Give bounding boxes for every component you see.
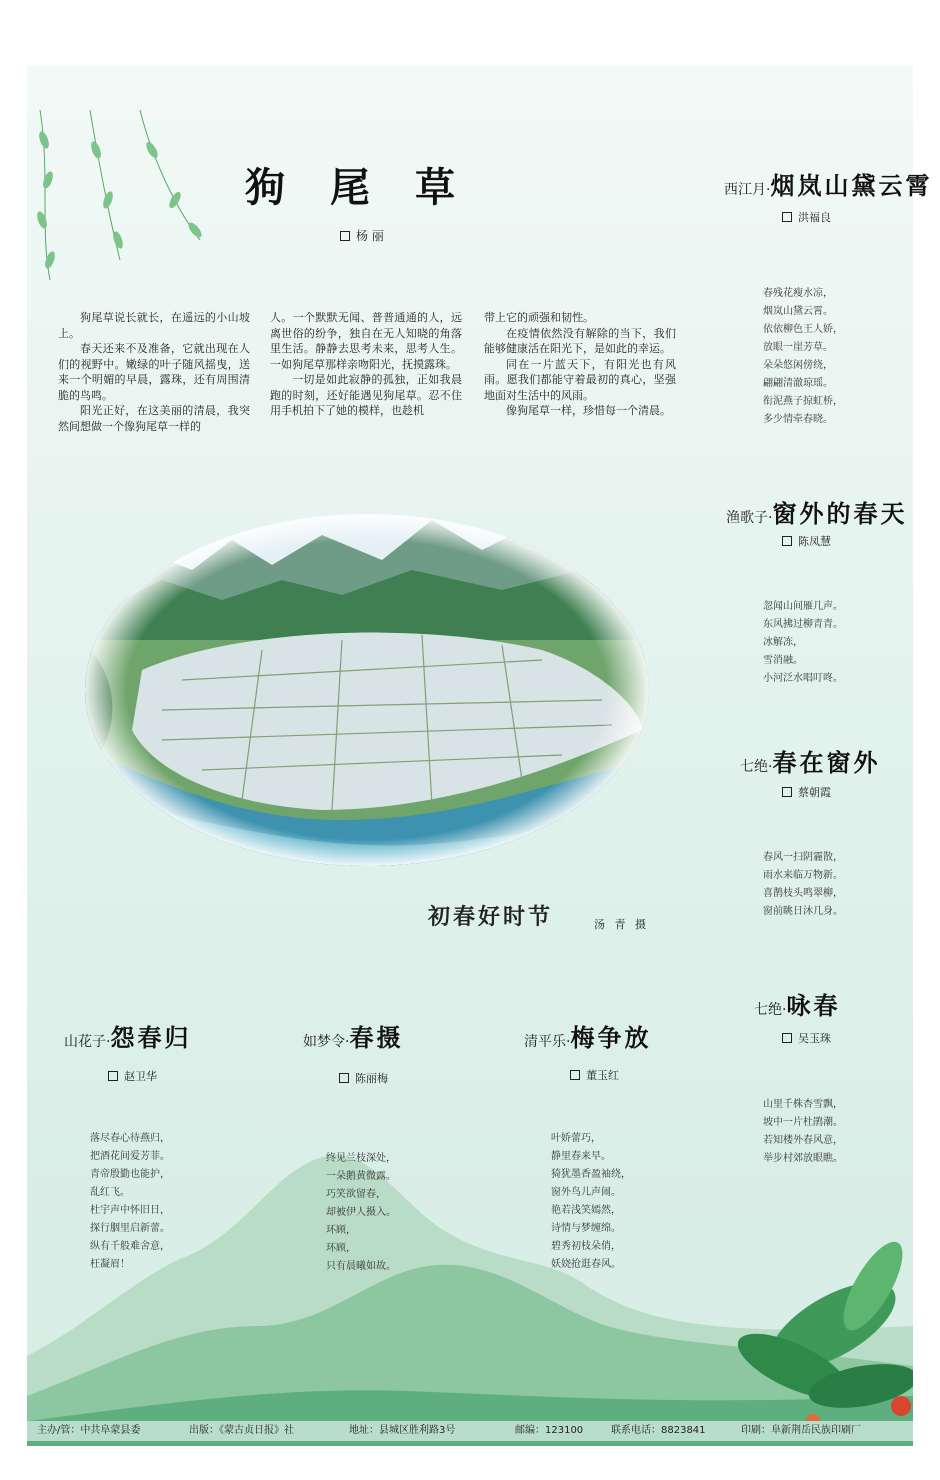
footer-address: 地址：县城区胜利路3号: [349, 1425, 456, 1436]
poem-lines: [551, 1130, 631, 1274]
poem-lines: [763, 598, 843, 688]
footer-bar: [27, 1421, 913, 1441]
poem-line: 艳若浅笑嫣然，: [551, 1205, 621, 1216]
poem-name: 窗外的春天: [772, 499, 908, 528]
poem-line: 诗情与梦缠绵。: [551, 1223, 621, 1234]
poem-name: 春在窗外: [772, 748, 881, 777]
paragraph: 人。一个默默无闻、普普通通的人，远离世俗的纷争，独自在无人知晓的角落里生活。静静去思考未来，思考人生。一如狗尾草那样亲吻阳光，抚摸露珠。: [270, 311, 462, 371]
poem-lines: [326, 1150, 396, 1276]
poem-line: 乱红飞。: [90, 1187, 130, 1198]
poem-author-name: 蔡朝霞: [798, 786, 831, 799]
poem-line: 却被伊人摄入。: [326, 1207, 396, 1218]
poem-author: [782, 784, 831, 800]
author-box-icon: [108, 1071, 118, 1081]
poem-line: 把酒花间爱芳菲。: [90, 1151, 170, 1162]
footer-publisher: 出版：《蒙古贞日报》社: [189, 1425, 294, 1436]
poem-line: 春残花瘦水凉，: [763, 288, 833, 299]
poem-author-name: 陈凤慧: [798, 535, 831, 548]
article-author-name: 杨 丽: [356, 229, 384, 243]
poem-name: 春摄: [349, 1023, 404, 1052]
paragraph: 春天还来不及准备，它就出现在人们的视野中。嫩绿的叶子随风摇曳，送来一个明媚的早晨，露珠，还有周围清脆的鸟鸣。: [58, 342, 250, 402]
foliage-illustration: [713, 1206, 913, 1436]
poem-title: [724, 166, 932, 201]
poem-form: 清平乐·: [524, 1034, 571, 1050]
poem-line: 东风拂过柳青青。: [763, 619, 843, 630]
footer-phone: 联系电话：8823841: [611, 1425, 706, 1436]
poem-title: [303, 1018, 403, 1053]
poem-author: [782, 533, 831, 549]
poem-line: 枉凝眉！: [90, 1259, 130, 1270]
poem-title: [740, 743, 880, 778]
poem-line: 一朵鹅黄微露。: [326, 1171, 396, 1182]
paragraph: 一切是如此寂静的孤独，正如我晨跑的时刻，还好能遇见狗尾草。忍不住用手机拍下了她的模样，也趁机: [270, 373, 462, 417]
paragraph: 同在一片蓝天下，有阳光也有风雨。愿我们都能守着最初的真心，坚强地面对生活中的风雨。: [484, 357, 676, 402]
poem-line: 叶娇蕾巧，: [551, 1133, 601, 1144]
poem-line: 春风一扫阴霾散，: [763, 852, 843, 863]
poem-line: 碧秀初枝朵俏，: [551, 1241, 621, 1252]
paragraph: 像狗尾草一样，珍惜每一个清晨。: [506, 404, 671, 417]
landscape-photo: [82, 510, 652, 870]
article-author: [340, 227, 384, 244]
poem-line: 山里千株杏雪飘，: [763, 1099, 843, 1110]
poem-line: 窗外鸟儿声闹。: [551, 1187, 621, 1198]
author-box-icon: [340, 231, 350, 241]
footer-postcode: 邮编：123100: [515, 1425, 584, 1436]
poem-title: [524, 1018, 651, 1053]
poem-lines: [763, 1096, 843, 1168]
poem-line: 猗犹墨香盈袖绕，: [551, 1169, 631, 1180]
author-box-icon: [782, 1033, 792, 1043]
footer-printer: 印刷：阜新荆岳民族印刷厂: [741, 1425, 861, 1436]
poem-author-name: 董玉红: [586, 1069, 619, 1082]
poem-line: 喜鹊枝头鸣翠柳，: [763, 888, 843, 899]
author-box-icon: [339, 1073, 349, 1083]
poem-line: 翩翩清澈琼瑶。: [763, 378, 833, 389]
author-box-icon: [782, 536, 792, 546]
paragraph: 阳光正好，在这美丽的清晨，我突然间想做一个像狗尾草一样的: [58, 404, 250, 433]
poem-line: 落尽春心待燕归，: [90, 1133, 170, 1144]
article-title: 狗尾草: [245, 164, 500, 211]
poem-author: [339, 1070, 388, 1086]
poem-line: 多少情牵春晓。: [763, 414, 833, 425]
poem-line: 终见兰枝深处，: [326, 1153, 396, 1164]
poem-line: 依依柳色王人娇，: [763, 324, 843, 335]
article-column-1: [58, 310, 250, 434]
poem-line: 小河泛水唱叮咚。: [763, 673, 843, 684]
poem-line: 朵朵悠闲傍绕，: [763, 360, 833, 371]
poem-line: 衔泥燕子掠虹桥，: [763, 396, 843, 407]
author-box-icon: [782, 787, 792, 797]
poem-form: 渔歌子·: [726, 510, 773, 526]
poem-form: 山花子·: [64, 1034, 111, 1050]
paragraph: 带上它的顽强和韧性。: [484, 311, 594, 324]
article-column-2: [270, 310, 462, 419]
footer-sponsor: 主办/管：中共阜蒙县委: [37, 1425, 141, 1436]
poem-form: 西江月·: [724, 182, 771, 198]
author-box-icon: [570, 1070, 580, 1080]
poem-author: [782, 1030, 831, 1046]
author-box-icon: [782, 212, 792, 222]
poem-title: [726, 494, 907, 529]
poem-line: 窗前眺日沐几身。: [763, 906, 843, 917]
poem-line: 环顾，: [326, 1243, 356, 1254]
poem-line: 烟岚山黛云霄。: [763, 306, 833, 317]
poem-line: 坡中一片杜鹃潮。: [763, 1117, 843, 1128]
poem-title: [64, 1018, 191, 1053]
poem-form: 七绝·: [754, 1002, 787, 1018]
article-column-3: [484, 310, 676, 419]
poem-author: [782, 209, 831, 225]
poem-author-name: 吴玉珠: [798, 1032, 831, 1045]
poem-line: 探行胭里启新蕾。: [90, 1223, 170, 1234]
photo-title: 初春好时节: [428, 904, 554, 930]
poem-line: 环顾，: [326, 1225, 356, 1236]
poem-lines: [763, 849, 843, 921]
poem-form: 七绝·: [740, 759, 773, 775]
poem-name: 咏春: [786, 991, 841, 1020]
poem-line: 纵有千般难舍意，: [90, 1241, 170, 1252]
poem-author-name: 洪福良: [798, 211, 831, 224]
poem-line: 青帝殷勤也能护，: [90, 1169, 170, 1180]
poem-line: 杜宇声中怀旧日，: [90, 1205, 170, 1216]
poem-author: [108, 1068, 157, 1084]
poem-author: [570, 1067, 619, 1083]
poem-line: 静里春来早。: [551, 1151, 611, 1162]
poem-name: 怨春归: [110, 1023, 192, 1052]
poem-line: 巧笑欲留春，: [326, 1189, 386, 1200]
poem-line: 妖娆抢逛春风。: [551, 1259, 621, 1270]
poem-line: 举步村郊放眼瞧。: [763, 1153, 843, 1164]
poem-line: 冰解冻，: [763, 637, 803, 648]
paragraph: 在疫情依然没有解除的当下，我们能够健康活在阳光下，是如此的幸运。: [484, 326, 676, 355]
poem-title: [754, 986, 840, 1021]
paragraph: 狗尾草说长就长，在遥远的小山坡上。: [58, 311, 250, 340]
poem-line: 忽闻山间雁几声。: [763, 601, 843, 612]
poem-line: 只有晨曦如故。: [326, 1261, 396, 1272]
poem-lines: [90, 1130, 170, 1274]
poem-lines: [763, 285, 843, 429]
poem-name: 烟岚山黛云霄: [770, 171, 933, 200]
willow-vine-illustration: [30, 110, 220, 290]
poem-name: 梅争放: [570, 1023, 652, 1052]
poem-author-name: 陈丽梅: [355, 1072, 388, 1085]
poem-line: 若知楼外春风意，: [763, 1135, 843, 1146]
poem-form: 如梦令·: [303, 1034, 350, 1050]
poem-line: 放眼一崖芳草。: [763, 342, 833, 353]
poem-author-name: 赵卫华: [124, 1070, 157, 1083]
poem-line: 雨水来临万物新。: [763, 870, 843, 881]
photo-credit: 汤 青 摄: [594, 918, 649, 931]
poem-line: 雪消融。: [763, 655, 803, 666]
